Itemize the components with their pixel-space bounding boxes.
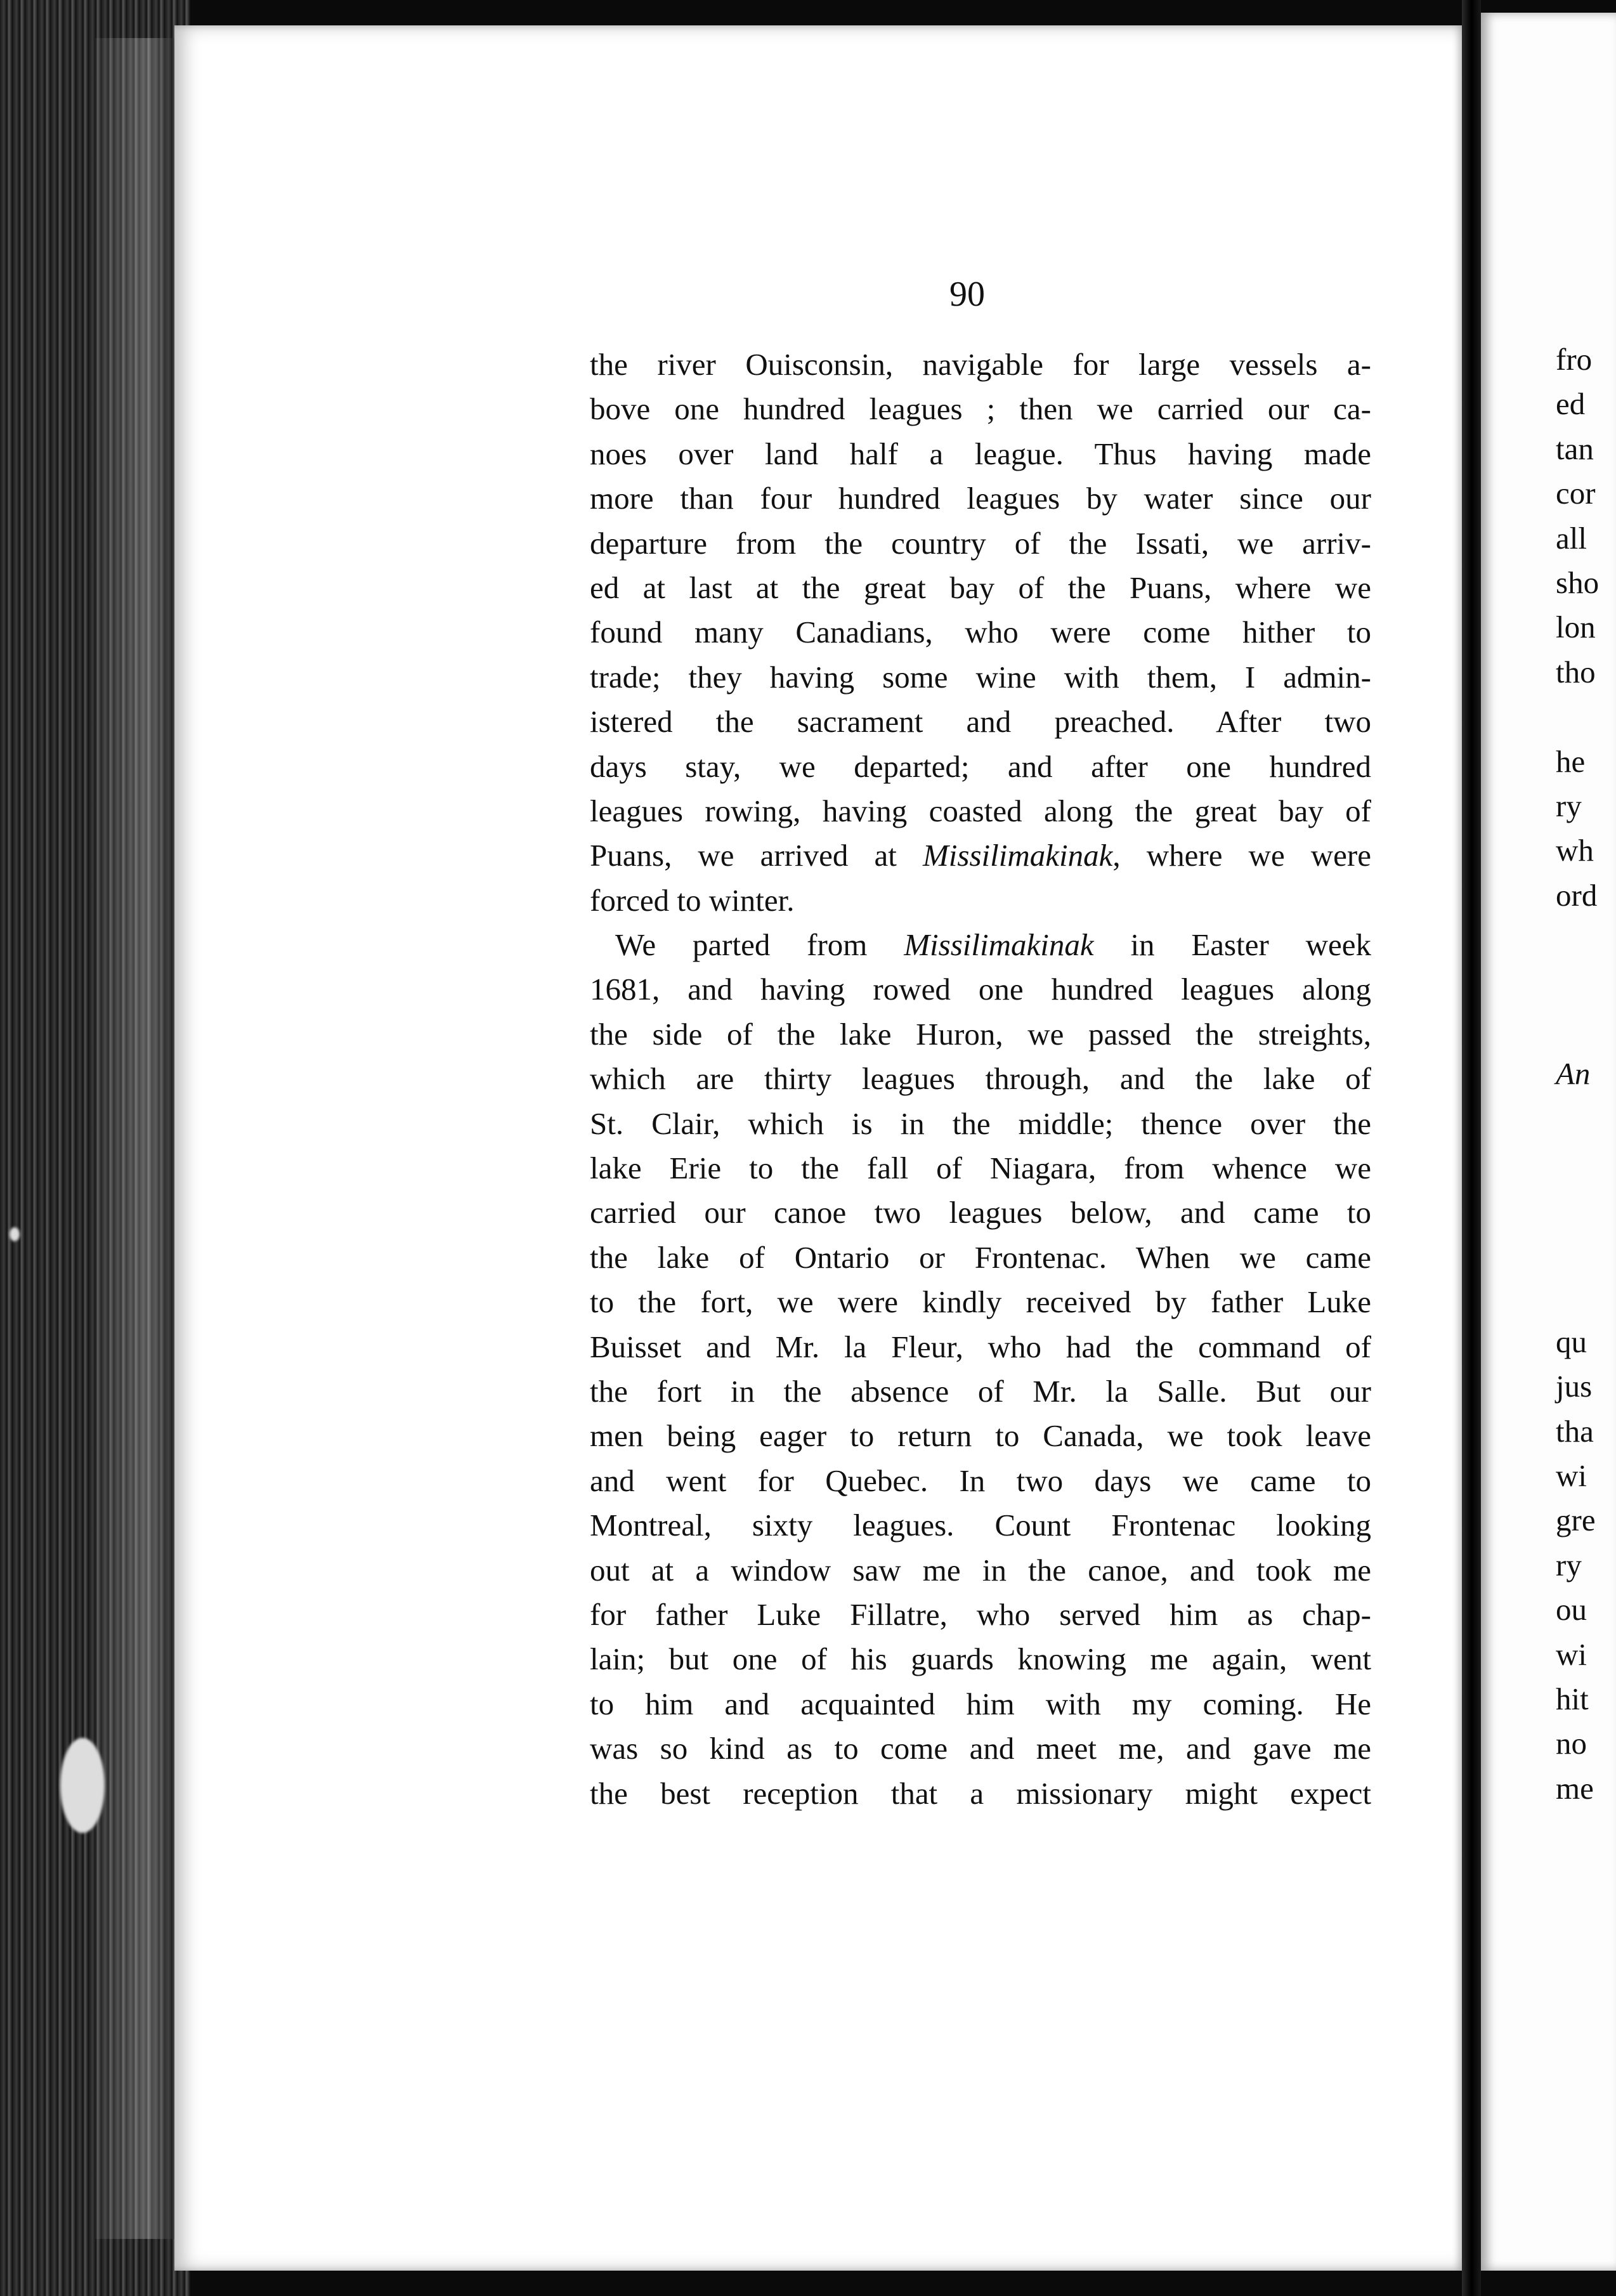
text-line: was so kind as to come and meet me, and gave me: [590, 1731, 1371, 1766]
body-text: [590, 342, 1371, 1816]
text-line: ed at last at the great bay of the Puans, where we: [590, 570, 1371, 605]
text-line: the lake of Ontario or Frontenac. When we came: [590, 1239, 1371, 1275]
text-line: carried our canoe two leagues below, and came to: [590, 1195, 1371, 1230]
text-line: more than four hundred leagues by water since our: [590, 481, 1371, 516]
facing-text-fragment: all: [1556, 520, 1587, 556]
facing-text-fragment: tan: [1556, 431, 1594, 466]
text-line: the side of the lake Huron, we passed the streights,: [590, 1016, 1371, 1052]
paper-damage-spot: [10, 1227, 20, 1241]
text-line: for father Luke Fillatre, who served him as chap-: [590, 1596, 1371, 1632]
text-line: [590, 833, 1371, 878]
facing-text-fragment: no: [1556, 1726, 1587, 1761]
facing-text-fragment: qu: [1556, 1324, 1587, 1359]
text-line: Montreal, sixty leagues. Count Frontenac looking: [590, 1508, 1371, 1543]
paper-damage-spot: [60, 1738, 105, 1833]
facing-text-fragment: ry: [1556, 1547, 1582, 1582]
facing-text-fragment: gre: [1556, 1503, 1596, 1538]
text-line: [590, 923, 1371, 967]
text-run: , where we were: [1112, 838, 1372, 873]
binding-shadow: [95, 38, 184, 2239]
facing-text-fragment: sho: [1556, 565, 1600, 600]
text-line: istered the sacrament and preached. After two: [590, 704, 1371, 740]
italic-place-name: Missilimakinak: [922, 838, 1113, 873]
facing-text-fragment: ou: [1556, 1592, 1587, 1627]
text-line: men being eager to return to Canada, we took leave: [590, 1418, 1371, 1454]
text-line: Buisset and Mr. la Fleur, who had the command of: [590, 1329, 1371, 1364]
facing-text-fragment: ed: [1556, 386, 1586, 422]
text-line: lain; but one of his guards knowing me again, went: [590, 1641, 1371, 1677]
text-line: found many Canadians, who were come hither to: [590, 615, 1371, 650]
facing-text-fragment: wh: [1556, 833, 1594, 868]
text-line: days stay, we departed; and after one hundred: [590, 748, 1371, 784]
text-line: to him and acquainted him with my coming. He: [590, 1686, 1371, 1721]
italic-place-name: Missilimakinak: [904, 927, 1094, 963]
facing-text-fragment: wi: [1556, 1458, 1587, 1493]
facing-text-fragment: ord: [1556, 877, 1598, 913]
text-line: departure from the country of the Issati, we arriv-: [590, 525, 1371, 561]
text-run: Puans, we arrived at: [590, 838, 923, 873]
text-line: the fort in the absence of Mr. la Salle. But our: [590, 1373, 1371, 1409]
text-line: leagues rowing, having coasted along the great bay of: [590, 793, 1371, 828]
text-line: trade; they having some wine with them, I admin-: [590, 659, 1371, 695]
facing-text-fragment: ry: [1556, 788, 1582, 823]
text-run: in Easter week: [1093, 927, 1371, 963]
text-line: out at a window saw me in the canoe, and took me: [590, 1552, 1371, 1588]
facing-text-fragment: cor: [1556, 476, 1596, 511]
text-line: the river Ouisconsin, navigable for large vessels a-: [590, 347, 1371, 382]
facing-text-fragment: tho: [1556, 654, 1596, 689]
text-line: forced to winter.: [590, 882, 795, 918]
facing-text-fragment: An: [1556, 1056, 1591, 1092]
text-line: and went for Quebec. In two days we came to: [590, 1463, 1371, 1498]
text-line: which are thirty leagues through, and the lake of: [590, 1061, 1371, 1097]
facing-text-fragment: hit: [1556, 1681, 1589, 1716]
facing-text-fragment: wi: [1556, 1636, 1587, 1672]
facing-page-fragment: [1481, 13, 1616, 2271]
page-number: 90: [949, 275, 985, 314]
page-gutter: [1462, 0, 1481, 2296]
text-run: We parted from: [615, 927, 904, 963]
facing-text-fragment: jus: [1556, 1369, 1593, 1404]
text-line: noes over land half a league. Thus having made: [590, 436, 1371, 471]
text-line: lake Erie to the fall of Niagara, from whence we: [590, 1151, 1371, 1186]
text-line: bove one hundred leagues ; then we carried our ca-: [590, 391, 1371, 427]
text-line: 1681, and having rowed one hundred leagues along: [590, 972, 1371, 1007]
facing-text-fragment: lon: [1556, 610, 1596, 645]
text-line: St. Clair, which is in the middle; thence over the: [590, 1106, 1371, 1141]
facing-text-fragment: he: [1556, 743, 1586, 779]
text-line: the best reception that a missionary might expect: [590, 1775, 1371, 1811]
facing-text-fragment: tha: [1556, 1413, 1594, 1449]
facing-text-fragment: me: [1556, 1770, 1594, 1806]
text-line: to the fort, we were kindly received by father Luke: [590, 1284, 1371, 1320]
facing-text-fragment: fro: [1556, 342, 1593, 377]
